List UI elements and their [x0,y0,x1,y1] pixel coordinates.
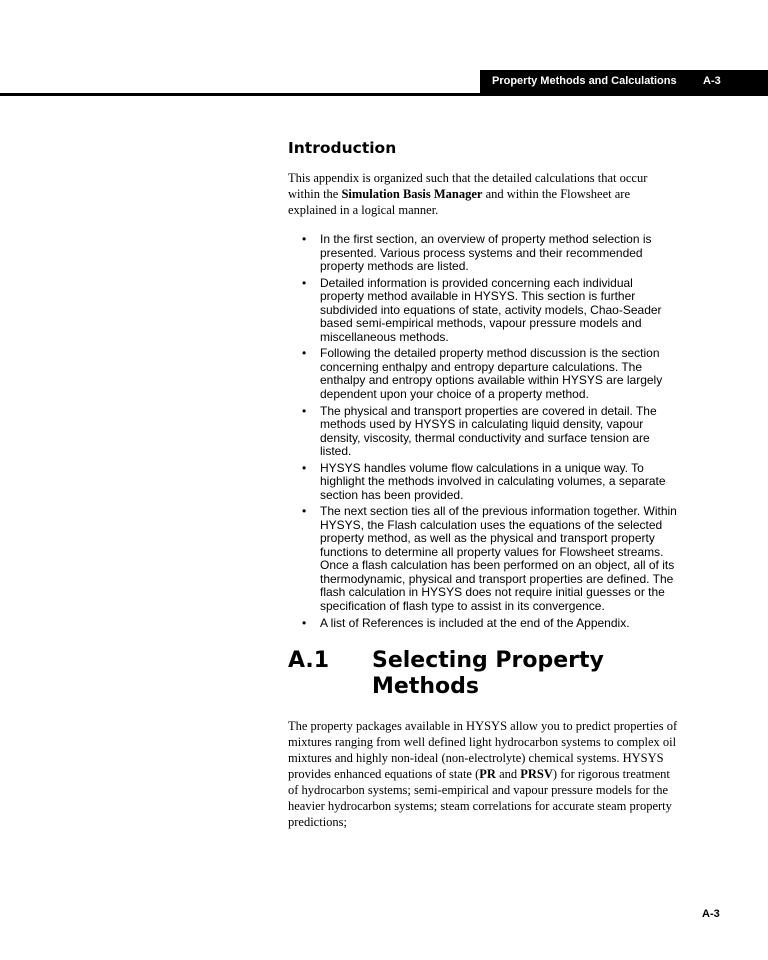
bullet-icon: • [302,460,307,475]
section-title: Selecting Property Methods [372,648,604,700]
intro-text-1: This appendix is organized such that the detailed calculations that occur within the [288,171,648,201]
section-text-5: ) for rigorous treatment of hydrocarbon systems; semi-empirical and vapour pressure models for the heavier hydrocarbon systems; steam correlations for accurate steam property predictions; [288,767,672,830]
section-text-1: The property packages available in HYSYS allow you to predict properties of mixtures ranging from well defined light hydrocarbon systems to complex oil mixtures and highly non-ideal (non-electrolyte) chemical systems. HYSYS provides enhanced equations of state ( [288,719,678,782]
list-item-text: A list of References is included at the end of the Appendix. [320,615,630,630]
list-item-text: Following the detailed property method discussion is the section concerning enthalpy and entropy departure calculations. The enthalpy and entropy options available within HYSYS are largely dependent upon your choice of a property method. [320,346,663,401]
list-item-text: The next section ties all of the previous information together. Within HYSYS, the Flash calculation uses the equations of the selected property method, as well as the physical and transport property functions to determine all property values for Flowsheet streams. Once a flash calculation has been performed on an object, all of its thermodynamic, physical and transport properties are defined. The flash calculation in HYSYS does not require initial guesses or the specification of flash type to assist in its convergence. [320,504,677,613]
running-header-page-number: A-3 [703,75,721,87]
bullet-icon: • [302,232,307,246]
section-heading [288,648,678,704]
page-content [288,138,678,830]
bullet-icon: • [302,275,307,290]
list-item-text: Detailed information is provided concerning each individual property method available in HYSYS. This section is further subdivided into equations of state, activity models, Chao-Seader based semi-empirical methods, vapour pressure models and miscellaneous methods. [320,275,662,344]
intro-text-3: and within the Flowsheet are explained in a logical manner. [288,187,631,217]
bullet-icon: • [302,403,307,418]
section-text-pr: PR [479,767,496,782]
introduction-bullet-list [288,233,678,630]
list-item [288,617,678,631]
list-item [288,233,678,274]
running-header-title: Property Methods and Calculations [492,75,677,87]
bullet-icon: • [302,346,307,361]
bullet-icon: • [302,504,307,519]
intro-text-simulation-basis-manager: Simulation Basis Manager [341,187,483,201]
footer-page-number: A-3 [702,908,720,920]
section-paragraph [288,718,678,830]
list-item-text: HYSYS handles volume flow calculations in a unique way. To highlight the methods involved in calculating volumes, a separate section has been provided. [320,460,666,502]
introduction-paragraph [288,170,678,218]
section-number: A.1 [288,648,330,674]
list-item [288,405,678,459]
section-text-3: and [495,767,521,782]
list-item-text: In the first section, an overview of property method selection is presented. Various process systems and their recommended property methods are listed. [320,232,652,273]
bullet-icon: • [302,615,307,630]
section-text-prsv: PRSV [520,767,553,782]
list-item [288,462,678,503]
introduction-heading: Introduction [288,139,397,157]
list-item [288,347,678,401]
list-item-text: The physical and transport properties are covered in detail. The methods used by HYSYS in calculating liquid density, vapour density, viscosity, thermal conductivity and surface tension are listed. [320,403,657,459]
list-item [288,277,678,345]
list-item [288,505,678,613]
running-header [480,70,768,94]
